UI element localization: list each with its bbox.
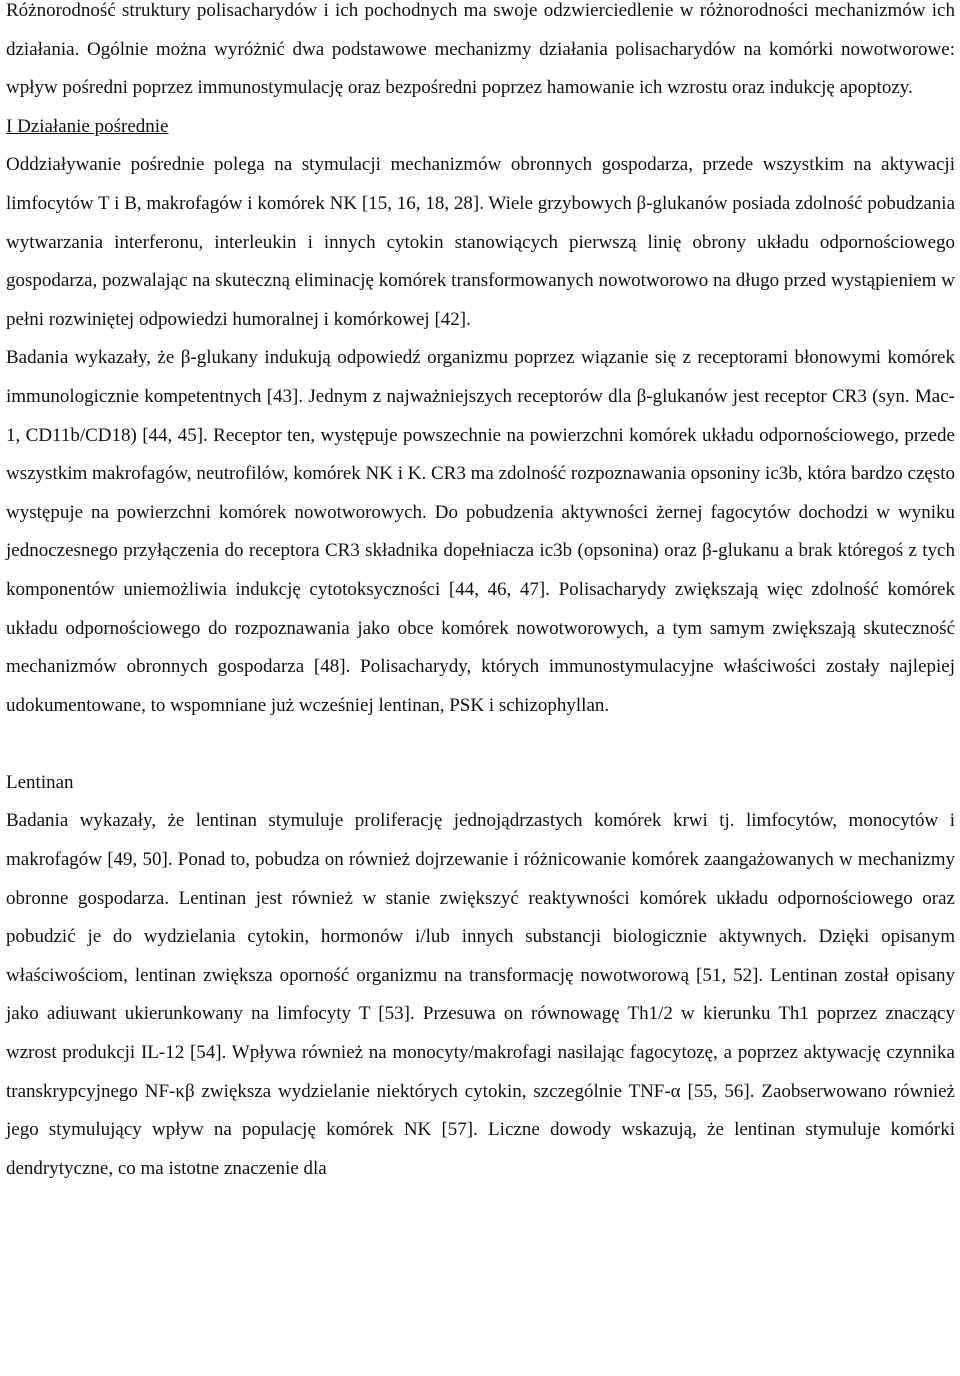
section-heading-indirect-action: I Działanie pośrednie — [6, 115, 169, 137]
paragraph-intro: Różnorodność struktury polisacharydów i ich pochodnych ma swoje odzwierciedlenie w różnorodności mechanizmów ich działania. Ogólnie można wyróżnić dwa podstawowe mechanizmy działania polisacharydów na komórki nowotworowe: wpływ pośredni poprzez immunostymulację oraz bezpośredni poprzez hamowanie ich wzrostu oraz indukcję apoptozy. — [6, 0, 955, 99]
paragraph-receptors: Badania wykazały, że β-glukany indukują odpowiedź organizmu poprzez wiązanie się z receptorami błonowymi komórek immunologicznie kompetentnych [43]. Jednym z najważniejszych receptorów dla β-glukanów jest receptor CR3 (syn. Mac-1, CD11b/CD18) [44, 45]. Receptor ten, występuje powszechnie na powierzchni komórek układu odpornościowego, przede wszystkim makrofagów, neutrofilów, komórek NK i K. CR3 ma zdolność rozpoznawania opsoniny ic3b, która bardzo często występuje na powierzchni komórek nowotworowych. Do pobudzenia aktywności żernej fagocytów dochodzi w wyniku jednoczesnego przyłączenia do receptora CR3 składnika dopełniacza ic3b (opsonina) oraz β-glukanu a brak któregoś z tych komponentów uniemożliwia indukcję cytotoksyczności [44, 46, 47]. Polisacharydy zwiększają więc zdolność komórek układu odpornościowego do rozpoznawania jako obce komórek nowotworowych, a tym samym zwiększają skuteczność mechanizmów obronnych gospodarza [48]. Polisacharydy, których immunostymulacyjne właściwości zostały najlepiej udokumentowane, to wspomniane już wcześniej lentinan, PSK i schizophyllan. — [6, 347, 955, 716]
blank-line — [6, 725, 955, 764]
document-page — [6, 0, 955, 1188]
paragraph-lentinan: Badania wykazały, że lentinan stymuluje proliferację jednojądrzastych komórek krwi tj. limfocytów, monocytów i makrofagów [49, 50]. Ponad to, pobudza on również dojrzewanie i różnicowanie komórek zaangażowanych w mechanizmy obronne gospodarza. Lentinan jest również w stanie zwiększyć reaktywności komórek układu odpornościowego oraz pobudzić je do wydzielania cytokin, hormonów i/lub innych substancji biologicznie aktywnych. Dzięki opisanym właściwościom, lentinan zwiększa oporność organizmu na transformację nowotworową [51, 52]. Lentinan został opisany jako adiuwant ukierunkowany na limfocyty T [53]. Przesuwa on równowagę Th1/2 w kierunku Th1 poprzez znaczący wzrost produkcji IL-12 [54]. Wpływa również na monocyty/makrofagi nasilając fagocytozę, a poprzez aktywację czynnika transkrypcyjnego NF-κβ zwiększa wydzielanie niektórych cytokin, szczególnie TNF-α [55, 56]. Zaobserwowano również jego stymulujący wpływ na populację komórek NK [57]. Liczne dowody wskazują, że lentinan stymuluje komórki dendrytyczne, co ma istotne znaczenie dla — [6, 810, 955, 1179]
paragraph-indirect-action: Oddziaływanie pośrednie polega na stymulacji mechanizmów obronnych gospodarza, przede wszystkim na aktywacji limfocytów T i B, makrofagów i komórek NK [15, 16, 18, 28]. Wiele grzybowych β-glukanów posiada zdolność pobudzania wytwarzania interferonu, interleukin i innych cytokin stanowiących pierwszą linię obrony układu odpornościowego gospodarza, pozwalając na skuteczną eliminację komórek transformowanych nowotworowo na długo przed wystąpieniem w pełni rozwiniętej odpowiedzi humoralnej i komórkowej [42]. — [6, 154, 955, 330]
section-heading-lentinan: Lentinan — [6, 771, 74, 793]
